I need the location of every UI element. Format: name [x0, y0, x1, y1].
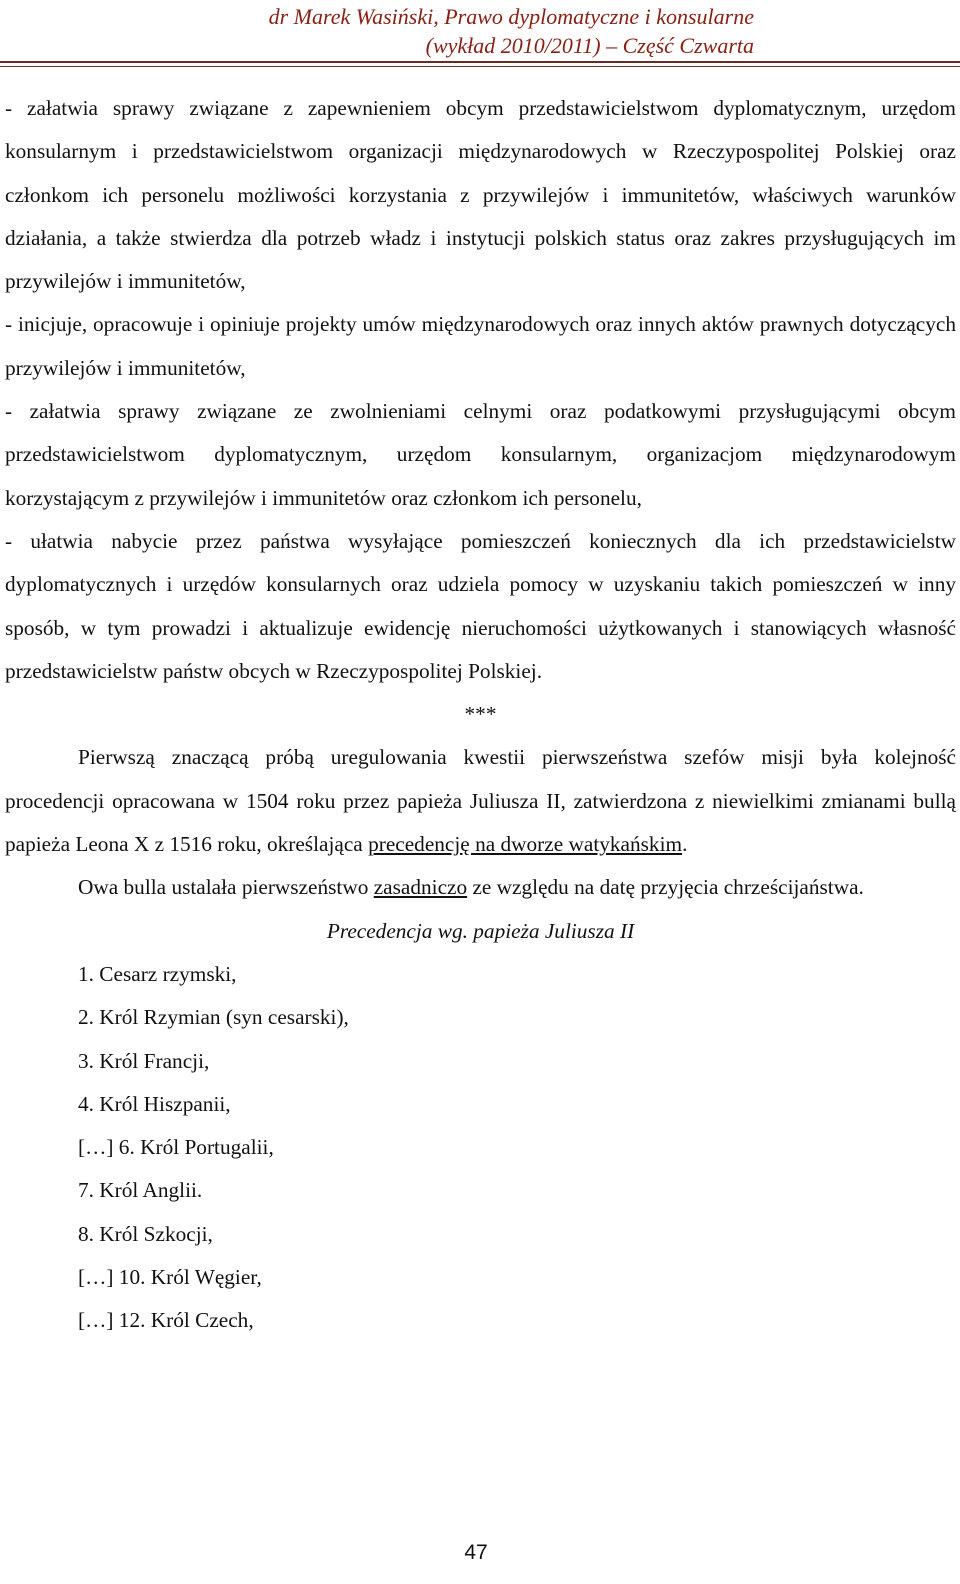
- zasadniczo-link[interactable]: zasadniczo: [373, 875, 468, 900]
- list-item: 7. Król Anglii.: [78, 1178, 203, 1203]
- section-separator: ***: [464, 702, 497, 727]
- paragraph-privileges: - załatwia sprawy związane z zapewnieniem obcym przedstawicielstwom dyplomatycznym, urzędom konsularnym i przedstawicielstwom organizacji międzynarodowych w Rzeczypospolitej Polskiej oraz członkom ich personelu możliwości korzystania z przywilejów i immunitetów, właściwych warunków działania, a także stwierdza dla potrzeb władz i instytucji polskich status oraz zakres przysługujących im przywilejów i immunitetów,: [5, 96, 956, 294]
- list-item: 1. Cesarz rzymski,: [78, 961, 237, 986]
- list-item: […] 12. Król Czech,: [78, 1308, 254, 1333]
- header-divider: [0, 61, 960, 63]
- running-header: [0, 0, 960, 60]
- paragraph-bulla-end: ze względu na datę przyjęcia chrześcijaństwa.: [467, 875, 864, 900]
- paragraph-precedence-end: .: [682, 832, 688, 857]
- precedence-subheading: Precedencja wg. papieża Juliusza II: [326, 918, 635, 943]
- paragraph-precedence-history: [5, 736, 956, 866]
- document-body: [5, 87, 956, 1343]
- list-item: 3. Król Francji,: [78, 1048, 210, 1073]
- header-lecture-part: (wykład 2010/2011) – Część Czwarta: [425, 33, 754, 58]
- header-divider-thin: [0, 66, 960, 67]
- paragraph-bulla: [5, 866, 956, 909]
- list-item: 4. Król Hiszpanii,: [78, 1091, 231, 1116]
- precedence-list: [5, 953, 956, 1343]
- list-item: 2. Król Rzymian (syn cesarski),: [78, 1005, 349, 1030]
- page-number: 47: [464, 1541, 488, 1564]
- paragraph-premises: - ułatwia nabycie przez państwa wysyłające pomieszczeń koniecznych dla ich przedstawicielstw dyplomatycznych i urzędów konsularnych oraz udziela pomocy w uzyskaniu takich pomieszczeń w inny sposób, w tym prowadzi i aktualizuje ewidencję nieruchomości użytkowanych i stanowiących własność przedstawicielstw państw obcych w Rzeczypospolitej Polskiej.: [5, 528, 956, 683]
- list-item: 8. Król Szkocji,: [78, 1221, 213, 1246]
- list-item: […] 10. Król Węgier,: [78, 1265, 262, 1290]
- paragraph-exemptions: - załatwia sprawy związane ze zwolnieniami celnymi oraz podatkowymi przysługującymi obcym przedstawicielstwom dyplomatycznym, urzędom konsularnym, organizacjom międzynarodowym korzystającym z przywilejów i immunitetów oraz członkom ich personelu,: [5, 399, 956, 510]
- list-item: […] 6. Król Portugalii,: [78, 1135, 274, 1160]
- paragraph-agreements: - inicjuje, opracowuje i opiniuje projekty umów międzynarodowych oraz innych aktów prawnych dotyczących przywilejów i immunitetów,: [5, 312, 956, 380]
- header-author-title: dr Marek Wasiński, Prawo dyplomatyczne i konsularne: [268, 4, 754, 29]
- paragraph-precedence-text: Pierwszą znaczącą próbą uregulowania kwestii pierwszeństwa szefów misji była kolejność procedencji opracowana w 1504 roku przez papieża Juliusza II, zatwierdzona z niewielkimi zmianami bullą papieża Leona X z 1516 roku, określająca: [5, 745, 956, 857]
- precedence-vatican-link[interactable]: precedencję na dworze watykańskim: [368, 832, 683, 857]
- paragraph-bulla-text: Owa bulla ustalała pierwszeństwo: [78, 875, 374, 900]
